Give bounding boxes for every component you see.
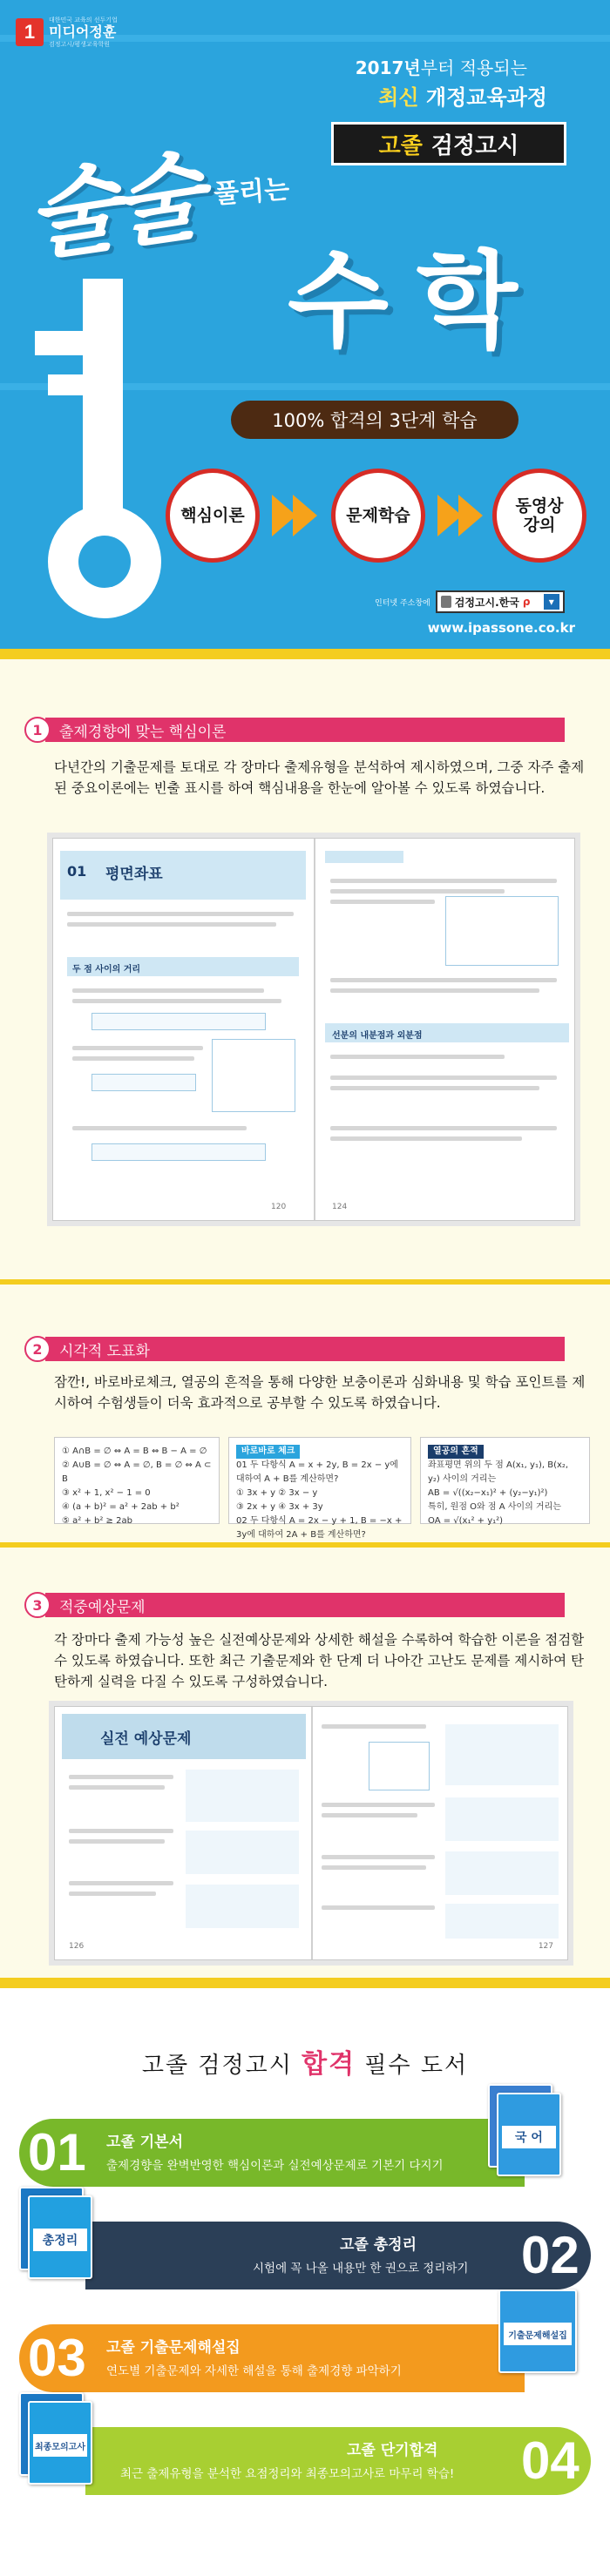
panel-line: 02 두 다항식 A = 2x − y + 1, B = −x + 3y에 대하여 2A + B를 계산하면? [236, 1516, 403, 1540]
book-band-03[interactable] [19, 2324, 525, 2392]
text-line [67, 922, 276, 927]
band-number: 01 [28, 2123, 86, 2182]
quick-check-panel [228, 1437, 411, 1540]
text-line [322, 1803, 435, 1807]
section-description: 다년간의 기출문제를 토대로 각 장마다 출제유형을 분석하여 제시하였으며, 그중 자주 출제된 중요이론에는 빈출 표시를 하여 핵심내용을 한눈에 알아볼 수 있도록 하였습니다. [54, 759, 585, 796]
band-description: 시험에 꼭 나올 내용만 한 권으로 정리하기 [253, 2262, 469, 2276]
book-cover [498, 2289, 577, 2373]
brand-logo[interactable] [16, 16, 118, 49]
text-line [330, 1136, 522, 1141]
panel-line: OA = √(x₁² + y₁²) [428, 1516, 504, 1526]
panel-line: ③ 2x + y ④ 3x + 3y [236, 1502, 323, 1512]
panel-line: AB = √((x₂−x₁)² + (y₂−y₁)²) [428, 1488, 548, 1498]
logo-top: 대한민국 교육의 선두기업 [49, 17, 118, 24]
panel-line: ⑤ a² + b² ≥ 2ab [62, 1516, 132, 1526]
cursor-icon [441, 596, 451, 608]
promo-title-pre: 고졸 검정고시 [141, 2053, 293, 2079]
key-tooth [35, 331, 84, 355]
text-line [69, 1829, 173, 1833]
text-line [330, 879, 557, 883]
section-description: 각 장마다 출제 가능성 높은 실전예상문제와 상세한 해설을 수록하여 학습한 이론을 점검할 수 있도록 하였습니다. 또한 최근 기출문제와 한 단계 더 나아간 고난도 문제를 제시하여 탄탄하게 실력을 다질 수 있도록 구성하였습니다. [54, 1632, 585, 1689]
text-line [69, 1881, 173, 1885]
grade-rest: 검정고시 [430, 132, 519, 159]
section-visual-chart [0, 1285, 610, 1542]
section-core-theory [0, 659, 610, 1279]
yellow-divider [0, 1978, 610, 1988]
book-spine [314, 839, 315, 1220]
text-line [67, 912, 294, 916]
chapter-header [60, 851, 306, 900]
band-title: 고졸 기출문제해설집 [106, 2339, 241, 2357]
page-number-right: 124 [332, 1203, 348, 1211]
graph-figure [369, 1742, 430, 1790]
search-label: 인터넷 주소창에 [375, 598, 430, 608]
text-line [330, 889, 505, 894]
book-cover-label: 국 어 [502, 2126, 556, 2148]
text-line [72, 1056, 194, 1061]
book-cover [497, 2093, 561, 2176]
panel-line: 좌표평면 위의 두 점 A(x₁, y₁), B(x₂, y₂) 사이의 거리는 [428, 1460, 569, 1484]
band-title: 고졸 기본서 [106, 2134, 184, 2151]
hero-curriculum-accent: 최신 [378, 85, 419, 110]
book-band-04[interactable] [85, 2427, 591, 2495]
solution-box [186, 1770, 299, 1822]
section-title: 시각적 도표화 [45, 1337, 565, 1361]
panel-line: ① A∩B = ∅ ⇔ A = B ⇔ B − A = ∅ [62, 1446, 207, 1456]
section-header [24, 1335, 565, 1363]
band-description: 연도별 기출문제와 자세한 해설을 통해 출제경향 파악하기 [106, 2364, 402, 2378]
section-expected-questions [0, 1548, 610, 1978]
graph-figure [445, 896, 559, 966]
search-input[interactable] [436, 590, 565, 613]
solution-box [445, 1904, 559, 1939]
text-line [69, 1839, 165, 1844]
hero-year-line [356, 54, 527, 79]
step-problem-study: 문제학습 [331, 469, 425, 563]
promo-title [0, 2042, 610, 2080]
required-books-section [0, 1988, 610, 2576]
section-title: 출제경향에 맞는 핵심이론 [45, 718, 565, 742]
step-video-lecture: 동영상 강의 [492, 469, 586, 563]
text-line [69, 1785, 165, 1790]
step-core-theory: 핵심이론 [166, 469, 260, 563]
panel-line: ① 3x + y ② 3x − y [236, 1488, 318, 1498]
address-search [375, 590, 565, 613]
panel-line: 특히, 원점 O와 점 A 사이의 거리는 [428, 1502, 561, 1512]
calligraphy-subtitle: 풀리는 [213, 174, 291, 210]
section-header [24, 1591, 565, 1619]
band-number: 04 [521, 2431, 580, 2490]
chapter-number: 01 [67, 863, 87, 880]
book-cover-label: 총정리 [33, 2229, 87, 2251]
logo-sub: 검정고시/평생교육학원 [49, 41, 110, 48]
band-number: 02 [521, 2226, 580, 2284]
panel-line: ③ x² + 1, x² − 1 = 0 [62, 1488, 151, 1498]
hero-year: 2017년 [355, 57, 421, 78]
text-line [322, 1813, 417, 1817]
panel-line: ④ (a + b)² = a² + 2ab + b² [62, 1502, 180, 1512]
subject-title: 수학 [288, 241, 546, 362]
solution-box [445, 1851, 559, 1895]
page-title: 평면좌표 [105, 866, 163, 883]
section-number: 2 [24, 1336, 51, 1362]
study-note-panel [420, 1437, 590, 1524]
section-header [24, 716, 565, 744]
solution-box [445, 1724, 559, 1785]
section-title: 적중예상문제 [45, 1593, 565, 1617]
solution-box [186, 1831, 299, 1874]
section-number: 1 [24, 717, 51, 743]
band-title: 고졸 총정리 [340, 2236, 417, 2254]
hero-year-suffix: 부터 적용되는 [420, 57, 527, 78]
book-cover-label: 기출문제해설집 [504, 2323, 572, 2345]
panel-line: 01 두 다항식 A = x + 2y, B = 2x − y에 대하여 A + B를 계산하면? [236, 1460, 398, 1484]
page-number-left: 120 [271, 1203, 287, 1211]
book-band-01[interactable] [19, 2119, 525, 2187]
text-line [72, 999, 281, 1003]
text-line [322, 1905, 435, 1910]
panel-label: 열공의 흔적 [428, 1445, 484, 1459]
panel-label: 바로바로 체크 [236, 1445, 300, 1459]
panel-line: ② A∪B = ∅ ⇔ A = ∅, B = ∅ ⇔ A ⊂ B [62, 1460, 212, 1484]
text-line [330, 988, 539, 993]
section-description: 잠깐!, 바로바로체크, 열공의 흔적을 통해 다양한 보충이론과 심화내용 및 학습 포인트를 제시하여 수험생들이 더욱 효과적으로 공부할 수 있도록 하였습니다. [54, 1374, 586, 1411]
solution-box [445, 1797, 559, 1841]
supplement-panel [54, 1437, 220, 1524]
section-number: 3 [24, 1592, 51, 1618]
key-hole [78, 536, 131, 588]
text-line [322, 1855, 435, 1859]
page-title: 실전 예상문제 [100, 1730, 192, 1748]
band-description: 최근 출제유형을 분석한 요점정리와 최종모의고사로 마무리 학습! [120, 2467, 455, 2481]
subsection-title: 선분의 내분점과 외분점 [332, 1031, 423, 1041]
grade-accent: 고졸 [378, 132, 423, 159]
promo-title-post: 필수 도서 [364, 2053, 469, 2079]
yellow-divider [0, 649, 610, 659]
text-line [330, 1086, 539, 1090]
book-spread-preview [52, 838, 575, 1221]
search-value: 검정고시.한국 [454, 596, 519, 609]
key-tooth [48, 374, 85, 395]
text-line [330, 900, 435, 904]
subsection-title: 두 점 사이의 거리 [72, 965, 141, 974]
text-line [330, 1076, 557, 1080]
book-cover [28, 2195, 92, 2279]
chevron-right-icon [293, 495, 317, 536]
book-band-02[interactable] [85, 2222, 591, 2289]
page-number-right: 127 [538, 1942, 553, 1951]
grade-box [331, 122, 566, 165]
text-line [330, 978, 557, 982]
hero-curriculum-rest: 개정교육과정 [425, 85, 547, 110]
website-link[interactable]: www.ipassone.co.kr [427, 620, 575, 636]
chevron-down-icon[interactable]: ▾ [544, 594, 559, 610]
formula-box [92, 1013, 266, 1030]
text-line [72, 1046, 203, 1050]
book-cover [28, 2401, 92, 2485]
logo-mark-icon: 1 [16, 18, 44, 46]
band-title: 고졸 단기합격 [347, 2442, 438, 2459]
graph-figure [212, 1039, 295, 1112]
text-line [330, 1126, 557, 1130]
key-icon [83, 279, 123, 514]
book-spread-preview [54, 1706, 568, 1960]
text-line [322, 1724, 426, 1729]
formula-box [92, 1143, 266, 1161]
hero-curriculum-line [378, 80, 547, 111]
text-line [322, 1865, 426, 1870]
running-header [325, 851, 403, 863]
text-line [72, 988, 264, 993]
text-line [72, 1126, 247, 1130]
logo-name: 미디어정훈 [49, 24, 117, 40]
logo-text [49, 16, 118, 49]
text-line [69, 1775, 173, 1779]
solution-box [186, 1885, 299, 1928]
band-description: 출제경향을 완벽반영한 핵심이론과 실전예상문제로 기본기 다지기 [106, 2159, 444, 2173]
text-line [69, 1892, 156, 1896]
book-spine [311, 1707, 313, 1959]
band-number: 03 [28, 2329, 86, 2387]
chevron-right-icon [458, 495, 483, 536]
formula-box [92, 1074, 196, 1091]
three-step-pill: 100% 합격의 3단계 학습 [231, 401, 518, 439]
hero-banner [0, 0, 610, 649]
book-cover-label: 최종모의고사 [33, 2434, 87, 2457]
calligraphy-title: 술술 [20, 139, 202, 274]
search-p-icon: ρ [522, 596, 531, 608]
promo-title-accent: 합격 [302, 2049, 356, 2080]
page-number-left: 126 [69, 1942, 85, 1951]
text-line [330, 1055, 505, 1059]
